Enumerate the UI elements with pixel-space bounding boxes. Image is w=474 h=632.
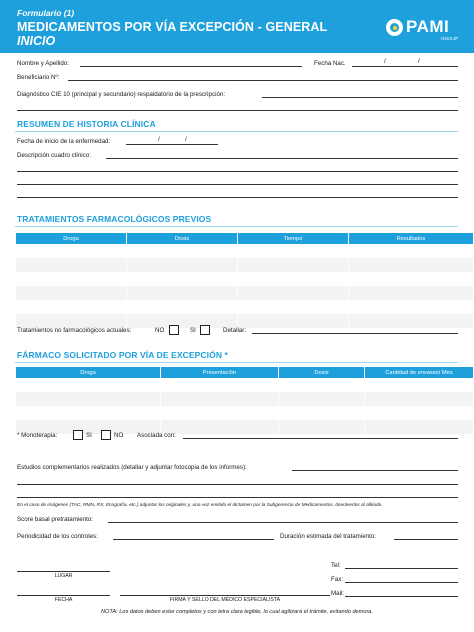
column-header: Tiempo [238, 233, 349, 244]
clinical-description-line[interactable] [17, 171, 458, 172]
table-row [16, 286, 473, 300]
requested-drug-section-title: FÁRMACO SOLICITADO POR VÍA DE EXCEPCIÓN * [17, 350, 228, 360]
table-cell[interactable] [127, 286, 238, 300]
birthdate-field[interactable] [352, 66, 458, 67]
table-cell[interactable] [16, 392, 161, 406]
column-header: Droga [16, 233, 127, 244]
duration-field[interactable] [394, 539, 458, 540]
clinical-description-line[interactable] [17, 197, 458, 198]
table-row [16, 314, 473, 328]
table-cell[interactable] [127, 244, 238, 258]
diagnosis-field-line[interactable] [17, 110, 458, 111]
name-field[interactable] [80, 66, 302, 67]
table-header [16, 367, 473, 378]
non-pharma-no-checkbox[interactable] [169, 325, 179, 335]
monotherapy-yes-checkbox[interactable] [73, 430, 83, 440]
prior-treatments-table [16, 233, 473, 328]
table-cell[interactable] [279, 420, 365, 434]
prior-treatments-section-title: TRATAMIENTOS FARMACOLÓGICOS PREVIOS [17, 214, 212, 224]
studies-field-line[interactable] [17, 484, 458, 485]
table-cell[interactable] [365, 392, 473, 406]
table-cell[interactable] [279, 406, 365, 420]
requested-drug-table [16, 367, 473, 434]
section-divider [15, 131, 458, 132]
table-cell[interactable] [16, 272, 127, 286]
table-cell[interactable] [349, 286, 473, 300]
score-label: Score basal pretratamiento: [17, 516, 94, 523]
tel-label: Tel: [331, 562, 341, 569]
table-cell[interactable] [161, 378, 279, 392]
table-cell[interactable] [161, 406, 279, 420]
table-row [16, 272, 473, 286]
logo-text: PAMI [406, 17, 450, 36]
non-pharma-yes-label: SI [190, 327, 196, 334]
non-pharma-label: Tratamientos no farmacológicos actuales: [17, 327, 132, 334]
table-cell[interactable] [16, 258, 127, 272]
name-label: Nombre y Apellido: [17, 60, 69, 67]
column-header: Cantidad de envases/ Mes [385, 369, 453, 376]
place-field[interactable] [17, 571, 110, 572]
mail-label: Mail: [331, 590, 345, 597]
table-row [16, 300, 473, 314]
studies-note: En el caso de imágenes (TAC, RMN, RX, Ecografía, etc.) adjuntar los originales y, una vez emitido el dictamen por la Subgerencia de Medicamentos, devolverlos al afiliado. [17, 503, 383, 508]
clinical-description-label: Descripción cuadro clínico: [17, 152, 91, 159]
table-cell[interactable] [349, 244, 473, 258]
diagnosis-field[interactable] [262, 97, 458, 98]
fax-field[interactable] [345, 582, 458, 583]
column-header: Dosis [279, 367, 365, 378]
pami-logo [386, 17, 466, 45]
monotherapy-yes-label: SI [86, 432, 92, 439]
monotherapy-no-checkbox[interactable] [101, 430, 111, 440]
form-subtitle: INICIO [17, 34, 56, 48]
birthdate-label: Fecha Nac. [314, 60, 346, 67]
place-label: LUGAR [54, 573, 73, 579]
table-cell[interactable] [16, 300, 127, 314]
studies-field-line[interactable] [17, 497, 458, 498]
tel-field[interactable] [345, 568, 458, 569]
beneficiary-label: Beneficiario Nº: [17, 74, 60, 81]
fax-label: Fax: [331, 576, 344, 583]
column-header: Resultados [396, 235, 426, 242]
table-row [16, 406, 473, 420]
beneficiary-field[interactable] [68, 80, 458, 81]
table-cell[interactable] [16, 314, 127, 328]
associated-label: Asociada con: [137, 432, 176, 439]
monotherapy-label: * Monoterapia: [17, 432, 58, 439]
table-cell[interactable] [365, 420, 473, 434]
detail-field[interactable] [252, 333, 458, 334]
table-row [16, 420, 473, 434]
table-cell[interactable] [16, 406, 161, 420]
periodicity-label: Periodicidad de los controles: [17, 533, 98, 540]
form-number: Formulario (1) [17, 8, 75, 18]
score-field[interactable] [108, 522, 458, 523]
detail-label: Detallar: [223, 327, 247, 334]
table-cell[interactable] [238, 244, 349, 258]
history-section-title: RESUMEN DE HISTORIA CLÍNICA [17, 119, 156, 129]
non-pharma-no-label: NO [155, 327, 165, 334]
table-cell[interactable] [161, 420, 279, 434]
table-header [16, 233, 473, 244]
pami-mark-icon [386, 19, 403, 36]
table-cell[interactable] [365, 378, 473, 392]
table-cell[interactable] [238, 258, 349, 272]
table-cell[interactable] [349, 300, 473, 314]
date-separator: / [158, 136, 160, 143]
section-divider [15, 362, 458, 363]
clinical-description-field[interactable] [106, 158, 458, 159]
associated-field[interactable] [183, 438, 458, 439]
table-cell[interactable] [238, 286, 349, 300]
table-cell[interactable] [349, 272, 473, 286]
column-header: Droga [16, 367, 161, 378]
onset-date-label: Fecha de inicio de la enfermedad: [17, 138, 111, 145]
non-pharma-yes-checkbox[interactable] [200, 325, 210, 335]
table-cell[interactable] [279, 378, 365, 392]
signature-label: FIRMA Y SELLO DEL MÉDICO ESPECIALISTA [169, 597, 281, 603]
mail-field[interactable] [345, 596, 458, 597]
table-row [16, 378, 473, 392]
table-row [16, 258, 473, 272]
date-field[interactable] [17, 595, 110, 596]
table-cell[interactable] [16, 244, 127, 258]
logo-subtext: INSSJP [441, 36, 459, 41]
table-cell[interactable] [349, 314, 473, 328]
date-separator: / [418, 58, 420, 65]
column-header: Presentación [161, 367, 279, 378]
table-cell[interactable] [16, 286, 127, 300]
table-cell[interactable] [238, 300, 349, 314]
signature-field[interactable] [120, 595, 330, 596]
table-row [16, 244, 473, 258]
date-separator: / [185, 136, 187, 143]
table-cell[interactable] [365, 406, 473, 420]
table-cell[interactable] [127, 300, 238, 314]
date-separator: / [384, 58, 386, 65]
table-cell[interactable] [16, 378, 161, 392]
table-row [16, 392, 473, 406]
monotherapy-no-label: NO [114, 432, 124, 439]
table-cell[interactable] [349, 258, 473, 272]
duration-label: Duración estimada del tratamiento: [280, 533, 376, 540]
studies-field[interactable] [292, 470, 458, 471]
table-cell[interactable] [279, 392, 365, 406]
clinical-description-line[interactable] [17, 184, 458, 185]
table-cell[interactable] [127, 314, 238, 328]
form-title: MEDICAMENTOS POR VÍA EXCEPCIÓN - GENERAL [17, 20, 328, 34]
table-cell[interactable] [238, 314, 349, 328]
column-header: Dosis [127, 233, 238, 244]
periodicity-field[interactable] [113, 539, 274, 540]
onset-date-field[interactable] [126, 144, 218, 145]
form-header [0, 0, 474, 53]
table-cell[interactable] [238, 272, 349, 286]
table-cell[interactable] [127, 272, 238, 286]
studies-label: Estudios complementarios realizados (detallar y adjuntar fotocopia de los informes): [17, 464, 247, 471]
diagnosis-label: Diagnóstico CIE 10 (principal y secundario) respaldatorio de la prescripción: [17, 91, 226, 98]
section-divider [15, 226, 458, 227]
table-cell[interactable] [127, 258, 238, 272]
date-label: FECHA [54, 597, 73, 603]
footer-note: NOTA: Los datos deben estar completos y con letra clara legible, lo cual agilizará el trámite, evitando demora. [101, 609, 373, 615]
table-cell[interactable] [161, 392, 279, 406]
